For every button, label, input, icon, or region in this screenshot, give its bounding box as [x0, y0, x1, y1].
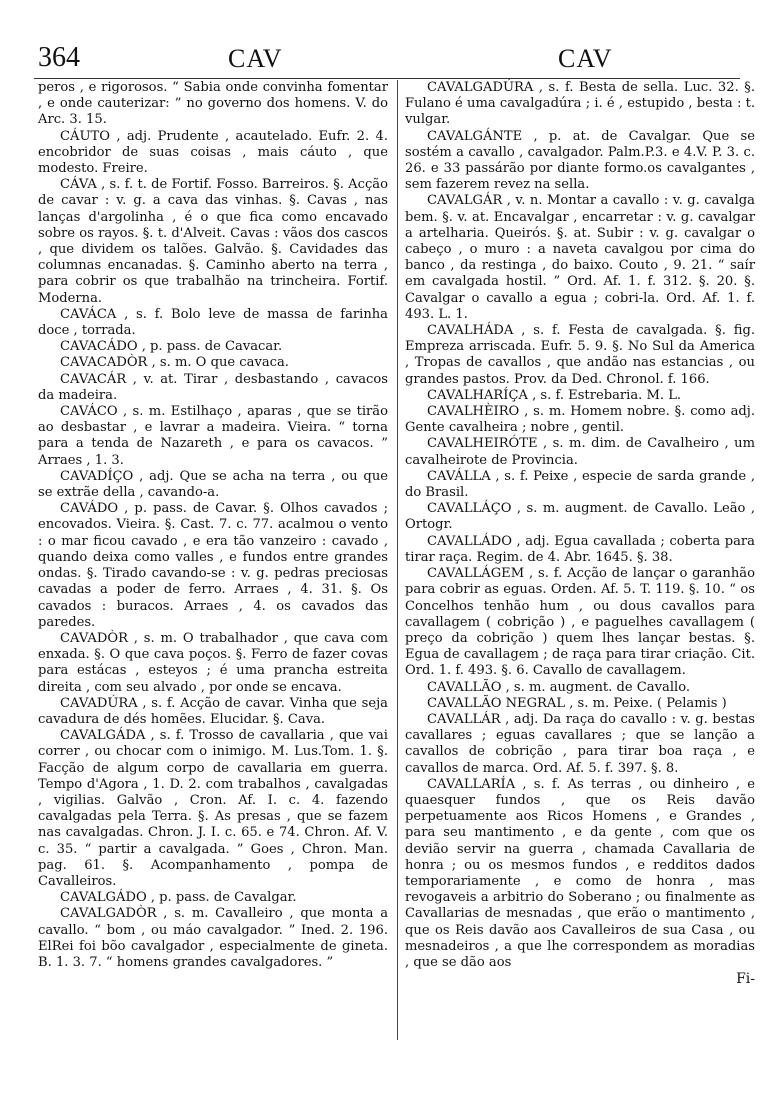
dictionary-entry: CAVALGÁDO , p. pass. de Cavalgar. — [60, 890, 297, 906]
dictionary-entry: CAVALHARÍÇA , s. f. Estrebaria. M. L. — [427, 387, 682, 403]
dictionary-entry: CAVALLÁÇO , s. m. augment. de Cavallo. Leão , Ortogr. — [405, 501, 755, 533]
dictionary-entry: CAVALHÈIRO , s. m. Homem nobre. §. como adj. Gente cavalheira ; nobre , gentil. — [405, 404, 755, 436]
dictionary-entry: CAVÁCA , s. f. Bolo leve de massa de farinha doce , torrada. — [38, 306, 388, 339]
dictionary-entry: CAVALLÁR , adj. Da raça do cavallo : v. g. bestas cavallares ; eguas cavallares ; que se lanção a cavallos de cobrição , para tirar boa raça , e cavallos de marca. Ord. Af. 5. f. 397. §. 8. — [405, 711, 755, 776]
dictionary-entry: CAVALHÁDA , s. f. Festa de cavalgada. §. fig. Empreza arriscada. Eufr. 5. 9. §. No Sul da America , Tropas de cavallos , que andão nas estancias , ou grandes pastos. Prov. da Ded. Chronol. f. 166. — [405, 323, 755, 387]
dictionary-entry: CAVALLÁGEM , s. f. Acção de lançar o garanhão para cobrir as eguas. Orden. Af. 5. T. 119. §. 10. “ os Concelhos tenhão hum , ou dous cavallos para cavallagem ( cobrição ) , e paguelhes cavallagem ( preço da cobrição ) quem lhes lançar bestas. §. Egua de cavallagem ; de raça para tirar criação. Cit. Ord. 1. f. 493. §. 6. Cavallo de cavallagem. — [405, 566, 755, 679]
dictionary-entry: CAVALLÁDO , adj. Egua cavallada ; coberta para tirar raça. Regim. de 4. Abr. 1645. §. 38. — [405, 533, 755, 565]
dictionary-entry: CAVÁDO , p. pass. de Cavar. §. Olhos cavados ; encovados. Vieira. §. Cast. 7. c. 77. acalmou o vento : o mar ficou cavado , e era tão vanzeiro : cavado , quando deixa como valles , e fundos entre grandes ondas. §. Tirado cavando-se : v. g. pedras preciosas cavadas a poder de ferro. Arraes , 4. 31. §. Os cavados : buracos. Arraes , 4. os cavados das paredes. — [38, 501, 388, 630]
dictionary-entry: CAVALLÃO , s. m. augment. de Cavallo. — [427, 679, 691, 695]
dictionary-entry: CAVADÚRA , s. f. Acção de cavar. Vinha que seja cavadura de dés homẽes. Elucidar. §. Cava. — [38, 695, 388, 727]
dictionary-entry: CAVACADÒR , s. m. O que cavaca. — [60, 355, 289, 371]
catchword: Fi- — [736, 971, 755, 988]
dictionary-entry: CAVADÒR , s. m. O trabalhador , que cava com enxada. §. O que cava poços. §. Ferro de fazer covas para estácas , esteyos ; é uma prancha estreita direita , com seu alvado , por onde se encava. — [38, 630, 388, 695]
dictionary-entry: CAVALGADÚRA , s. f. Besta de sella. Luc. 32. §. Fulano é uma cavalgadúra ; i. é , estupido , besta : t. vulgar. — [405, 80, 755, 128]
header-rule — [34, 78, 740, 79]
dictionary-entry: CAVADÍÇO , adj. Que se acha na terra , ou que se extrãe della , cavando-a. — [38, 468, 388, 501]
running-head-left: CAV — [228, 44, 283, 73]
left-column — [38, 80, 388, 971]
dictionary-entry: peros , e rigorosos. “ Sabia onde convinha fomentar , e onde cauterizar: ” no governo dos homens. V. do Arc. 3. 15. — [38, 80, 388, 128]
dictionary-entry: CÁUTO , adj. Prudente , acautelado. Eufr. 2. 4. encobridor de suas coisas , mais cáuto , que modesto. Freire. — [38, 128, 388, 177]
dictionary-entry: CAVALLARÍA , s. f. As terras , ou dinheiro , e quaesquer fundos , que os Reis davão perpetuamente aos Ricos Homens , e Grandes , para seu mantimento , e da gente , com que os devião servir na guerra , chamada Cavallaria de honra ; ou os mesmos fundos , e redditos dados temporariamente , e como de honra , mas revogaveis a arbitrio do Soberano ; ou finalmente as Cavallarias de mesnadas , que erão o mantimento , que os Reis davão aos Cavalleiros de sua Casa , ou mesnadeiros , a que lhe correspondem as moradias , que se dão aos — [405, 776, 755, 970]
page-header — [38, 40, 738, 80]
dictionary-entry: CÁVA , s. f. t. de Fortif. Fosso. Barreiros. §. Acção de cavar : v. g. a cava das vinhas. §. Cavas , nas lanças d'argolinha , é o que fica como encavado sobre os rayos. §. t. d'Alveit. Cavas : vãos dos cascos , que dividem os talões. Galvão. §. Cavidades das columnas encanadas. §. Caminho aberto na terra , para cobrir os que trabalhão na trincheira. Fortif. Moderna. — [38, 177, 388, 306]
right-column — [405, 80, 755, 987]
dictionary-entry: CAVALGADÒR , s. m. Cavalleiro , que monta a cavallo. “ bom , ou máo cavalgador. ” Ined. 2. 196. ElRei foi bõo cavalgador , especialmente de gineta. B. 1. 3. 7. “ homens grandes cavalgadores. ” — [38, 906, 388, 970]
page-number: 364 — [38, 42, 80, 73]
running-head-right: CAV — [558, 44, 613, 73]
dictionary-entry: CAVALHEIRÓTE , s. m. dim. de Cavalheiro , um cavalheirote de Provincia. — [405, 436, 755, 468]
dictionary-entry: CAVALGÁDA , s. f. Trosso de cavallaria , que vai correr , ou chocar com o inimigo. M. Lus.Tom. 1. §. Facção de algum corpo de cavallaria em guerra. Tempo d'Agora , 1. D. 2. com trabalhos , cavalgadas , vigilias. Galvão , Cron. Af. I. c. 4. fazendo cavalgadas pela Terra. §. As presas , que se fazem nas cavalgadas. Chron. J. I. c. 65. e 74. Chron. Af. V. c. 35. “ partir a cavalgada. ” Goes , Chron. Man. pag. 61. §. Acompanhamento , pompa de Cavalleiros. — [38, 728, 388, 889]
column-divider — [397, 80, 398, 1040]
dictionary-entry: CAVÁLLA , s. f. Peixe , especie de sarda grande , do Brasil. — [405, 468, 755, 501]
dictionary-entry: CAVACÁR , v. at. Tirar , desbastando , cavacos da madeira. — [38, 371, 388, 403]
dictionary-entry: CAVALGÁNTE , p. at. de Cavalgar. Que se sostém a cavallo , cavalgador. Palm.P.3. e 4.V. P. 3. c. 26. e 33 passárão por diante formo.os cavalgantes , sem fazerem revez na sella. — [405, 128, 755, 193]
dictionary-entry: CAVALGÁR , v. n. Montar a cavallo : v. g. cavalga bem. §. v. at. Encavalgar , encarretar : v. g. cavalgar a artelharia. Queirós. §. at. Subir : v. g. cavalgar o cabeço , o muro : a naveta cavalgou por cima do banco , da restinga , do baixo. Couto , 9. 21. “ saír em cavalgada hostil. ” Ord. Af. 1. f. 312. §. 20. §. Cavalgar o cavallo a egua ; cobri-la. Ord. Af. 1. f. 493. L. 1. — [405, 193, 755, 322]
dictionary-entry: CAVALLÃO NEGRAL , s. m. Peixe. ( Pelamis ) — [427, 695, 727, 711]
dictionary-entry: CAVÁCO , s. m. Estilhaço , aparas , que se tirão ao desbastar , e lavrar a madeira. Vieira. “ torna para a tenda de Nazareth , e para os cavacos. ” Arraes , 1. 3. — [38, 404, 388, 468]
dictionary-entry: CAVACÁDO , p. pass. de Cavacar. — [60, 339, 283, 355]
